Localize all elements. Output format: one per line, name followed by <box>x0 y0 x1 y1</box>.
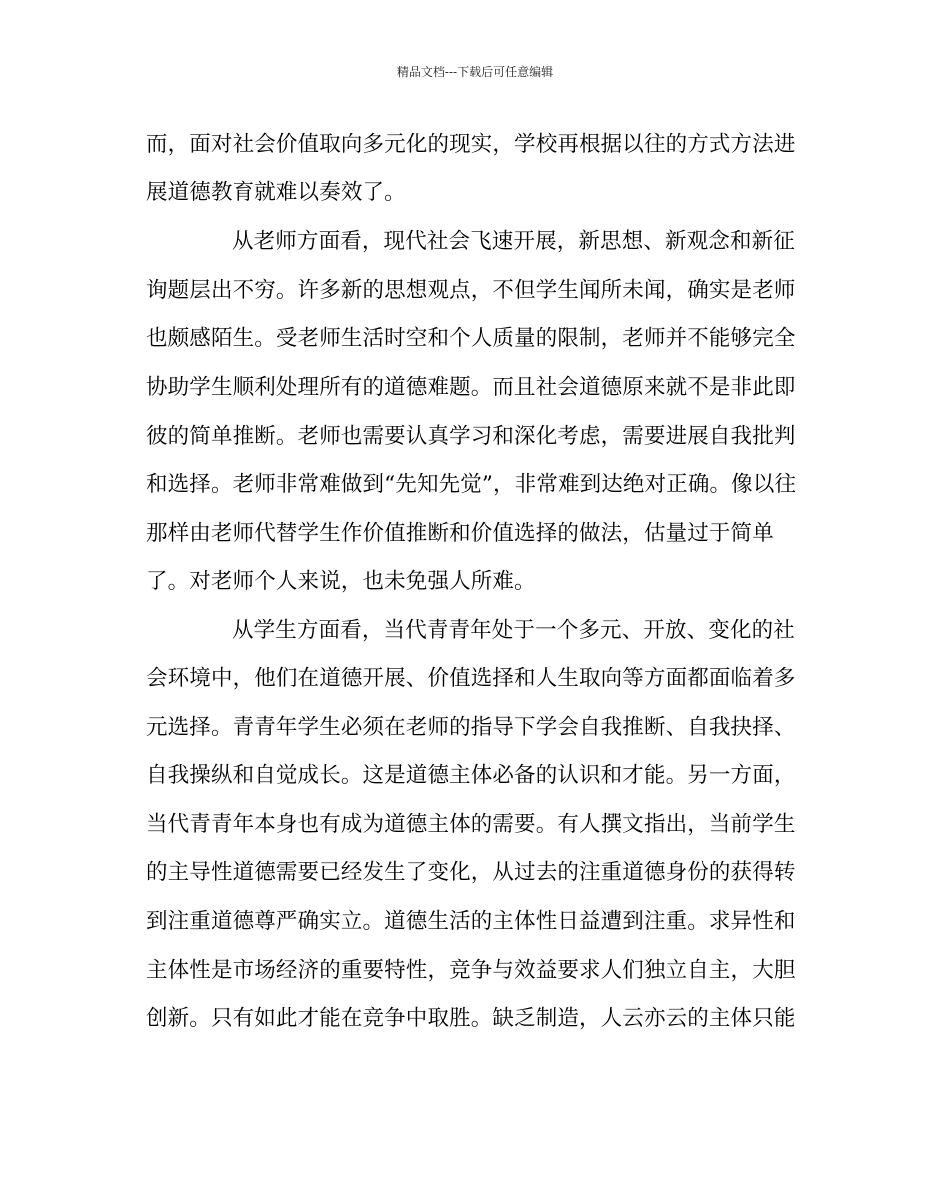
paragraph-3-line-4: 自我操纵和自觉成长。这是道德主体必备的认识和才能。另一方面， <box>146 763 796 788</box>
paragraph-2-line-3: 也颇感陌生。受老师生活时空和个人质量的限制，老师并不能够完全 <box>146 326 796 351</box>
page-header: 精品文档---下载后可任意编辑 <box>396 65 554 79</box>
paragraph-3-line-5: 当代青青年本身也有成为道德主体的需要。有人撰文指出，当前学生 <box>146 812 796 837</box>
paragraph-3-line-8: 主体性是市场经济的重要特性，竞争与效益要求人们独立自主，大胆 <box>146 958 796 983</box>
paragraph-3-line-6: 的主导性道德需要已经发生了变化，从过去的注重道德身份的获得转 <box>146 860 796 885</box>
paragraph-2-line-6: 和选择。老师非常难做到“先知先觉”，非常难到达绝对正确。像以往 <box>146 472 797 497</box>
paragraph-2-line-1: 从老师方面看，现代社会飞速开展，新思想、新观念和新征 <box>232 229 795 254</box>
paragraph-1-line-2: 展道德教育就难以奏效了。 <box>146 180 406 205</box>
paragraph-1-line-1: 而，面对社会价值取向多元化的现实，学校再根据以往的方式方法进 <box>146 132 796 157</box>
paragraph-2-line-5: 彼的简单推断。老师也需要认真学习和深化考虑，需要进展自我批判 <box>146 424 796 449</box>
paragraph-3-line-9: 创新。只有如此才能在竞争中取胜。缺乏制造，人云亦云的主体只能 <box>146 1006 796 1031</box>
paragraph-3-line-7: 到注重道德尊严确实立。道德生活的主体性日益遭到注重。求异性和 <box>146 909 796 934</box>
paragraph-2-line-8: 了。对老师个人来说，也未免强人所难。 <box>146 569 536 594</box>
paragraph-3-line-2: 会环境中，他们在道德开展、价值选择和人生取向等方面都面临着多 <box>146 666 796 691</box>
paragraph-3-line-3: 元选择。青青年学生必须在老师的指导下学会自我推断、自我抉择、 <box>146 715 796 740</box>
paragraph-3-line-1: 从学生方面看，当代青青年处于一个多元、开放、变化的社 <box>232 618 795 643</box>
paragraph-2-line-2: 询题层出不穷。许多新的思想观点，不但学生闻所未闻，确实是老师 <box>146 278 796 303</box>
paragraph-2-line-7: 那样由老师代替学生作价值推断和价值选择的做法，估量过于简单 <box>146 521 774 546</box>
paragraph-2-line-4: 协助学生顺利处理所有的道德难题。而且社会道德原来就不是非此即 <box>146 375 796 400</box>
